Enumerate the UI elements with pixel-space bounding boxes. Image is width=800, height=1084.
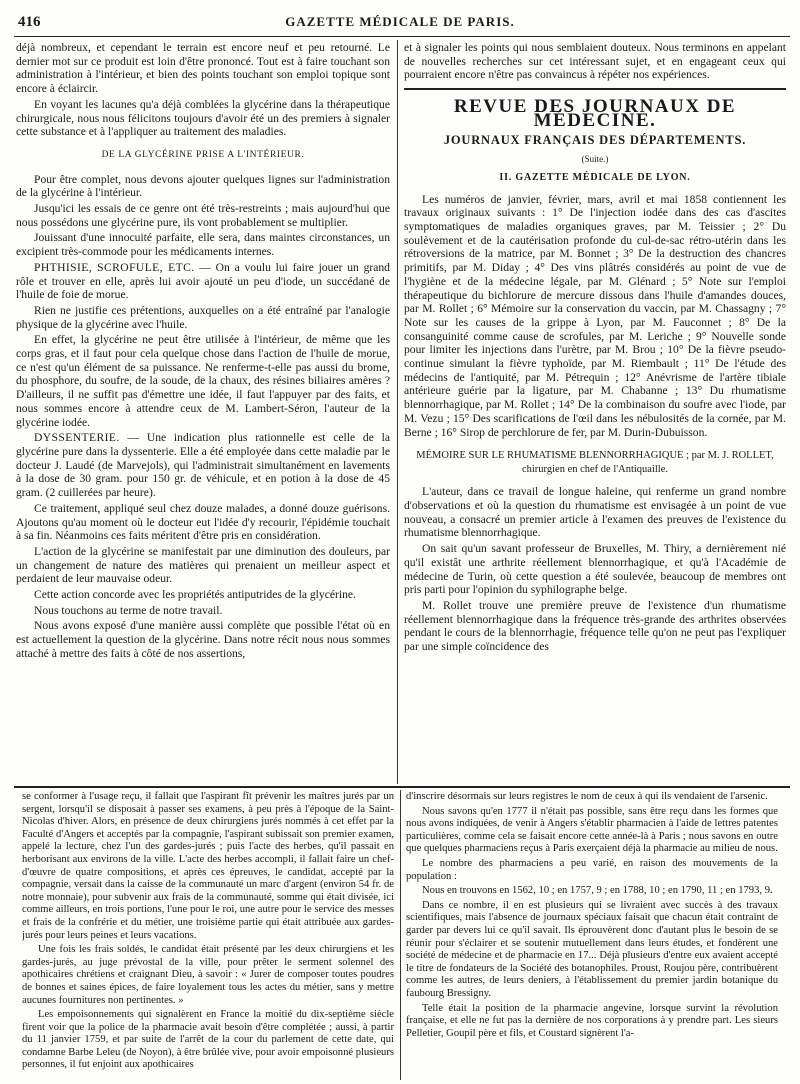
feuilleton-rule (14, 786, 790, 788)
memoir-heading (404, 449, 786, 477)
paragraph: et à signaler les points qui nous semblaient douteux. Nous terminons en appelant de nouvelles recherches sur cet intéressant sujet, et en engageant ceux qui pourraient encore n'être pas convaincus à répéter nos expériences. (404, 41, 786, 82)
paragraph: PHTHISIE, SCROFULE, ETC. — On a voulu lui faire jouer un grand rôle et trouver en elle, après lui avoir ajouté un peu d'iode, un succédané de l'huile de foie de morue. (16, 260, 390, 302)
paragraph: Ce traitement, appliqué seul chez douze malades, a donné douze guérisons. Ajoutons qu'au moment où le docteur eut l'idée d'y recourir, l'épidémie touchait à sa fin. Néanmoins ces faits méritent d'être pris en considération. (16, 501, 390, 543)
paragraph: L'auteur, dans ce travail de longue haleine, qui renferme un grand nombre d'observations et où la question du rhumatisme est envisagée à un point de vue nouveau, a consacré un premier article à l'examen des preuves de l'existence du rhumatisme blennorrhagique. (404, 485, 786, 540)
paragraph: Nous en trouvons en 1562, 10 ; en 1757, 9 ; en 1788, 10 ; en 1790, 11 ; en 1793, 9. (422, 885, 773, 897)
paragraph: L'action de la glycérine se manifestait par une diminution des douleurs, par un changement de nature des matières qui prenaient un meilleur aspect et perdaient de leur mauvaise odeur. (16, 544, 390, 586)
page-number: 416 (18, 14, 41, 30)
paragraph: Jouissant d'une innocuité parfaite, elle sera, dans maintes circonstances, un excipient très-commode pour les médicaments internes. (16, 231, 390, 259)
review-subtitle: JOURNAUX FRANÇAIS DES DÉPARTEMENTS. (443, 132, 747, 147)
paragraph: Une fois les frais soldés, le candidat était présenté par les deux chirurgiens et les gardes-jurés, au juge prévostal de la ville, pour prêter le serment solennel des apothicaires chrétiens et craignant Dieu, à savoir : « Jurer de composer toutes poudres de bonnes et saines épices, de faire loyalement tous les actes du métier, sans y mettre aucunes fournitures non pertinentes. » (22, 944, 394, 1006)
page-header (12, 12, 788, 34)
upper-column-divider (397, 40, 398, 784)
paragraph: déjà nombreux, et cependant le terrain est encore neuf et peu retourné. Le dernier mot sur ce produit est loin d'être prononcé. Tout est à faire touchant son administration à l'intérieur, et bien des points touchant son emploi topique sont encore à éclaircir. (16, 41, 390, 96)
run-in-heading: PHTHISIE, SCROFULE, ETC. (34, 260, 195, 274)
section-heading: DE LA GLYCÉRINE PRISE A L'INTÉRIEUR. (101, 149, 305, 160)
run-in-heading: DYSSENTERIE. (34, 431, 120, 445)
paragraph: Telle était la position de la pharmacie angevine, lorsque survint la révolution française, et elle ne fut pas la dernière de nos corporations à y prendre part. Les sieurs Pelletier, Goupil père et fils, et Coustard signèrent l'a- (406, 1002, 778, 1039)
paragraph: Jusqu'ici les essais de ce genre ont été très-restreints ; mais aujourd'hui que nous possédons une glycérine pure, ils vont probablement se multiplier. (16, 202, 390, 229)
paragraph: Les numéros de janvier, février, mars, avril et mai 1858 contiennent les travaux originaux suivants : 1° De l'injection iodée dans des cas d'ascites symptomatiques de maladies organiques graves, par M. Teissier ; 2° Du soulèvement et de la cautérisation profonde du cul-de-sac rétro-utérin dans les rétroversions de la matrice, par M. Bonnet ; 3° De la destruction des chancres primitifs, par M. Diday ; 4° Des vins plâtrés considérés au point de vue de l'hygiène et de la médecine légale, par M. Glénard ; 5° Note sur l'emploi thérapeutique du bichlorure de mercure dissous dans l'huile d'amandes douces, par M. Rollet ; 6° Mémoire sur la conservation du vaccin, par M. Chassagny ; 7° Note sur les causes de la grippe à Lyon, par M. Fauconnet ; 8° De la consanguinité comme cause de scrofules, par M. Leriche ; 9° Nouvelle sonde pour limiter les injections dans l'urètre, par M. Brou ; 10° De la fièvre pseudo-continue simulant la fièvre typhoïde, par M. Riembault ; 11° De l'étude des médecins de l'antiquité, par M. Pétrequin ; 12° Anévrisme de l'artère tibiale antérieure guérie par la ligature, par M. Chabanne ; 13° Du rhumatisme blennorrhagique, par M. Rollet ; 14° De la combinaison du soufre avec l'iode, par M. Vezu ; 15° Des scarifications de l'œil dans les nébulosités de la cornée, par M. Berne ; 16° Sirop de perchlorure de fer, par M. Durin-Dubuisson. (404, 192, 786, 439)
paragraph: Nous avons exposé d'une manière aussi complète que possible l'état où en est actuellement la question de la glycérine. Dans notre récit nous nous sommes attaché à mettre des faits à côté de nos assertions, (16, 619, 390, 660)
paragraph: Cette action concorde avec les propriétés antiputrides de la glycérine. (34, 588, 356, 602)
continuation-note: (Suite.) (581, 154, 609, 165)
memoir-author: chirurgien en chef de l'Antiquaille. (521, 464, 669, 476)
paragraph: d'inscrire désormais sur leurs registres le nom de ceux à qui ils vendaient de l'arsenic. (406, 791, 768, 802)
review-title: REVUE DES JOURNAUX DE MÉDECINE. (453, 96, 737, 131)
paragraph: Nous savons qu'en 1777 il n'était pas possible, sans être reçu dans les formes que nous avons indiquées, de venir à Angers s'établir pharmacien à l'aide de lettres patentes particulières, comme cela se faisait encore cette année-là à Paris ; nous savons en outre que quelques pharmaciens reçus à Paris exerçaient déjà la pharmacie au milieu de nous. (406, 805, 778, 855)
paragraph: En voyant les lacunes qu'a déjà comblées la glycérine dans la thérapeutique chirurgicale, nous nous félicitons toujours d'avoir été un des premiers à signaler cette substance et à l'appliquer au traitement des maladies. (16, 97, 390, 139)
paragraph: se conformer à l'usage reçu, il fallait que l'aspirant fît prévenir les maîtres jurés par un sergent, lorsqu'il se disposait à passer ses examens, à peu près à l'époque de la Saint-Nicolas d'hiver. Alors, en présence de deux chirurgiens jurés nommés à cet effet par la Faculté d'Angers et acceptés par la compagnie, l'aspirant subissait son premier examen, appelé la lecture, chez l'un des gardes-jurés ; puis l'acte des herbes, qu'il passait en herborisant aux environs de la ville. L'acte des herbes accompli, il fallait faire un chef-d'œuvre de quatre compositions, et après ces épreuves, le candidat, accepté par la compagnie, versait dans la caisse de la communauté un marc d'argent (environ 54 fr. de notre monnaie), pour subvenir aux frais de la communauté, somme qui était divisée, ici comme ailleurs, en trois portions, l'une pour le roi, une autre pour le service des messes et frais de la confrérie et du métier, une troisième partie qui était attribuée aux gardes-jurés pour leurs peines et leurs vacations. (22, 791, 394, 941)
paragraph: Pour être complet, nous devons ajouter quelques lignes sur l'administration de la glycérine à l'intérieur. (16, 172, 390, 200)
paragraph: M. Rollet trouve une première preuve de l'existence d'un rhumatisme réellement blennorrhagique dans la fréquence très-grande des arthrites observées pendant le cours de la blennorrhagie, fréquence telle qu'on ne peut pas l'expliquer par une simple coïncidence des (404, 598, 786, 654)
lower-left-column (22, 791, 394, 1081)
paragraph: Rien ne justifie ces prétentions, auxquelles on a été entraîné par l'analogie physique de la glycérine avec l'huile. (16, 303, 390, 331)
upper-left-column (16, 41, 390, 783)
paragraph: On sait qu'un savant professeur de Bruxelles, M. Thiry, a dernièrement nié qu'il existât une arthrite réellement blennorrhagique, et qu'à l'Académie de médecine de Turin, où cette question a été soulevée, beaucoup de membres ont pris parti pour l'opinion du syphilographe belge. (404, 542, 786, 597)
section-rule (404, 88, 786, 90)
paragraph: DYSSENTERIE. — Une indication plus rationnelle est celle de la glycérine pure dans la dyssenterie. Elle a été employée dans cette maladie par le docteur J. Laudé (de Marvejols), qui l'administrait simultanément en lavements à la dose de 30 gram. pour 150 gr. de véhicule, et en potion à la dose de 45 gram. (2 cuillerées par heure). (16, 431, 390, 500)
lower-right-column (406, 791, 778, 1081)
paragraph: Dans ce nombre, il en est plusieurs qui se livraient avec succès à des travaux scientifiques, mais l'absence de journaux spéciaux faisait que chacun était contraint de garder par devers lui ce qu'il savait. Ils éprouvèrent donc d'autant plus le besoin de se réunir pour s'éclairer et se soutenir mutuellement dans leurs études, et fondèrent une société de médecine et de pharmacie en 17... Déjà plusieurs d'entre eux avaient accepté le titre de fondateurs de la Société des botanophiles. Proust, Roujou père, contribuèrent comme les autres, de leurs deniers, à l'établissement du premier jardin botanique du faubourg Bressigny. (406, 899, 778, 999)
lower-column-divider (400, 790, 401, 1080)
memoir-title: MÉMOIRE SUR LE RHUMATISME BLENNORRHAGIQUE ; par M. J. ROLLET, (416, 450, 774, 462)
paragraph: Les empoisonnements qui signalèrent en France la moitié du dix-septième siècle firent voir que la police de la pharmacie avait besoin d'être complétée ; aussi, à partir du 11 janvier 1759, et par suite de l'arrêt de la cour du parlement de cette date, qui condamne Barbe Leleu (de Noyon), à être brûlée vive, pour avoir empoisonné plusieurs personnes, il fut enjoint aux apothicaires (22, 1009, 394, 1071)
upper-right-column (404, 41, 786, 783)
gazette-heading: II. GAZETTE MÉDICALE DE LYON. (499, 171, 691, 183)
journal-title: GAZETTE MÉDICALE DE PARIS. (285, 14, 515, 29)
paragraph: Le nombre des pharmaciens a peu varié, en raison des mouvements de la population : (406, 857, 778, 882)
paragraph: En effet, la glycérine ne peut être utilisée à l'intérieur, de même que les corps gras, et il faut pour cela quelque chose dans l'action de l'huile de morue, ce n'est qu'un élément de sa puissance. Ne renferme-t-elle pas aussi du brome, du phosphore, du soufre, de la soude, de la chaux, des résines biliaires amères ? D'ailleurs, il ne suffit pas d'émettre une idée, il faut l'appuyer par des faits, et nous sommes encore à attendre ceux de M. Lambert-Séron, l'auteur de la glycérine iodée. (16, 333, 390, 429)
paragraph: Nous touchons au terme de notre travail. (34, 603, 223, 617)
header-rule (14, 36, 790, 37)
